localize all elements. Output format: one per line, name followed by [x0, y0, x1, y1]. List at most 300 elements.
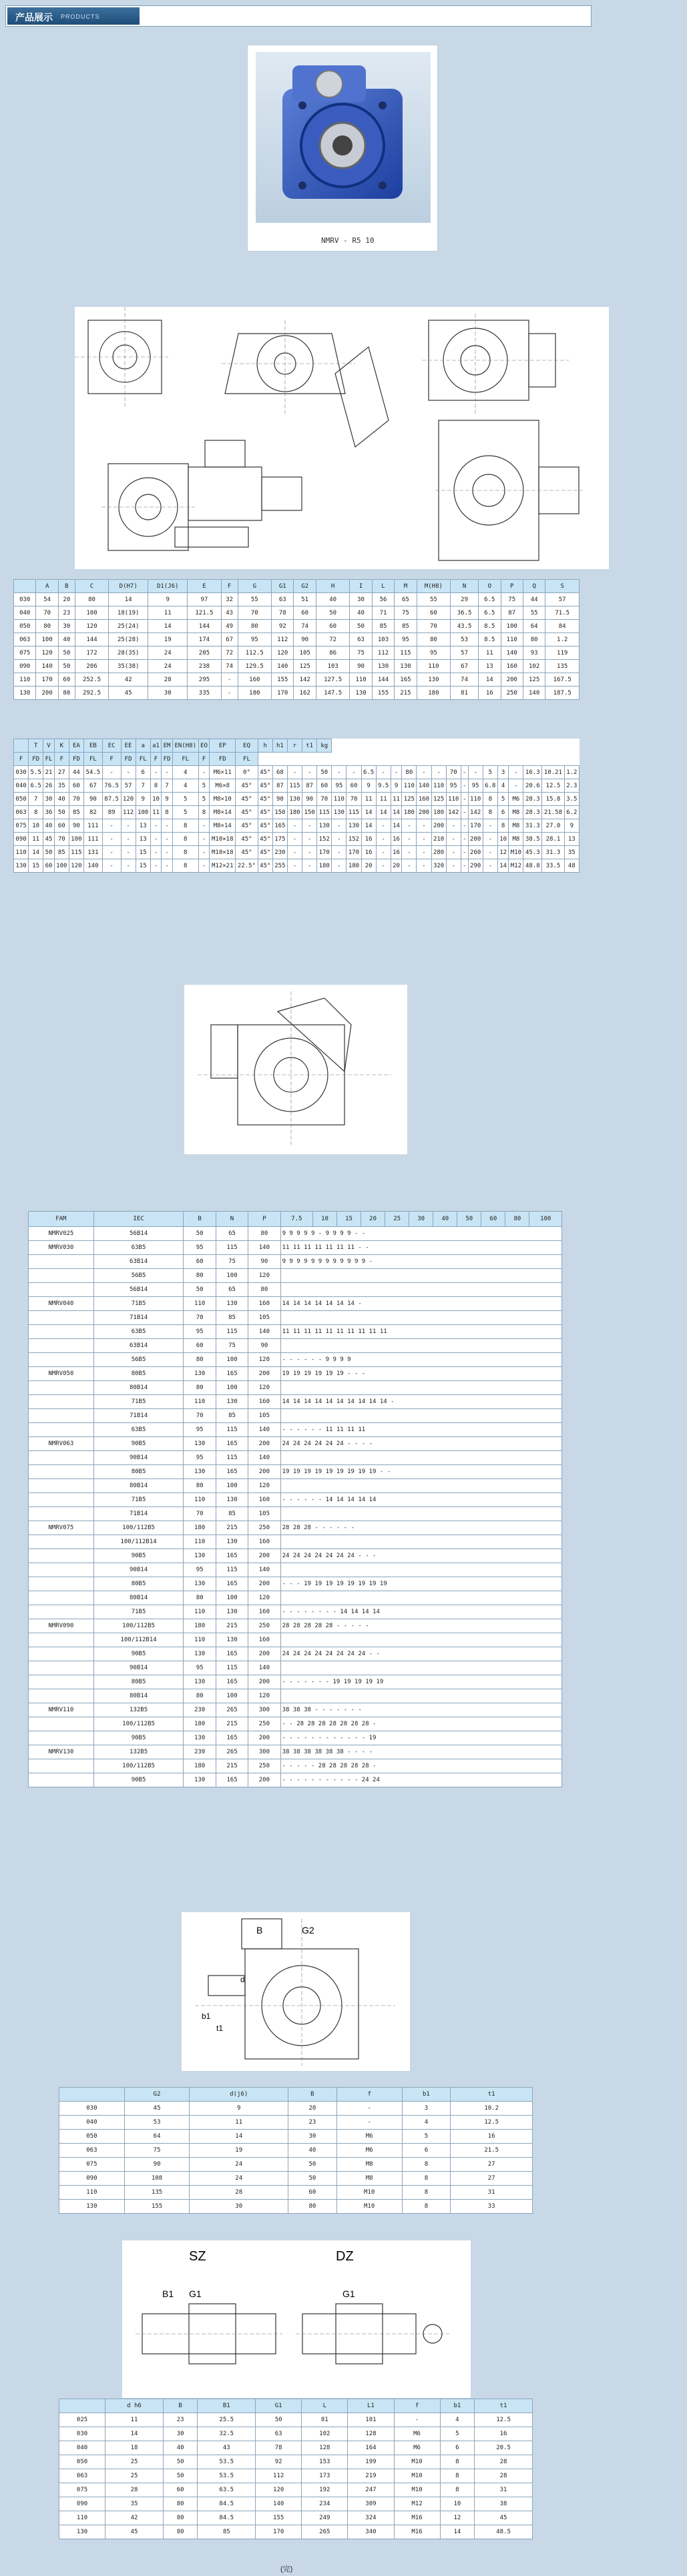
- table-row: [29, 1311, 562, 1325]
- t2-cell: 120: [121, 793, 136, 806]
- table-row: [14, 766, 580, 779]
- table-row: [29, 1521, 562, 1535]
- t2-cell: 2.3: [564, 779, 579, 793]
- t3-cell: 250: [248, 1619, 280, 1633]
- t3-cell: 130: [184, 1647, 216, 1661]
- t5-cell: 309: [348, 2497, 394, 2511]
- table-row: [29, 1255, 562, 1269]
- t4-cell: 4: [402, 2116, 451, 2130]
- t5-cell: 40: [163, 2441, 198, 2455]
- t2-cell: -: [302, 859, 317, 873]
- t3-ratio-cell: [280, 1339, 561, 1353]
- t5-cell: 120: [256, 2483, 302, 2497]
- t3-cell: 130: [184, 1549, 216, 1563]
- t3-cell: 63B5: [93, 1325, 184, 1339]
- t1-header-cell: I: [350, 580, 372, 593]
- t4-cell: 050: [59, 2130, 125, 2144]
- t2-cell: 13: [136, 833, 150, 846]
- t1-cell: 80: [523, 633, 545, 647]
- t2-cell: 45°: [258, 766, 272, 779]
- t4-cell: 9: [190, 2102, 288, 2116]
- t3-ratio-cell: 9 9 9 9 9 - 9 9 9 9 - -: [280, 1227, 561, 1241]
- t2-cell: 200: [468, 833, 483, 846]
- t3-cell: 130: [216, 1633, 248, 1647]
- t1-cell: 142: [294, 673, 316, 687]
- t1-cell: 30: [350, 593, 372, 606]
- t3-ratio-cell: 24 24 24 24 24 24 - - - -: [280, 1437, 561, 1451]
- t4-cell: M10: [336, 2186, 402, 2200]
- t5-cell: 92: [256, 2455, 302, 2469]
- t2-cell: 45°: [258, 833, 272, 846]
- t2-cell: 21: [43, 766, 54, 779]
- t3-cell: 200: [248, 1675, 280, 1689]
- t2-cell: 45.3: [523, 846, 542, 859]
- t2-cell: -: [162, 766, 172, 779]
- t2-cell: -: [332, 819, 347, 833]
- t5-header-cell: L1: [348, 2399, 394, 2413]
- t2-cell: -: [376, 859, 391, 873]
- t3-header-cell: 30: [409, 1212, 433, 1227]
- table-row: [59, 2102, 533, 2116]
- t2-cell: -: [198, 833, 209, 846]
- t5-cell: 8: [440, 2469, 475, 2483]
- t2-header-row: [14, 739, 580, 753]
- t2-cell: -: [102, 766, 121, 779]
- t2-sub-cell: FL: [83, 753, 102, 766]
- t2-cell: -: [376, 766, 391, 779]
- t3-cell: [29, 1605, 94, 1619]
- t3-cell: 90B14: [93, 1451, 184, 1465]
- flange-table: [13, 739, 580, 873]
- table-row: [29, 1731, 562, 1745]
- t2-cell: -: [417, 859, 431, 873]
- table-row: [59, 2413, 533, 2427]
- t1-cell: 100: [36, 633, 58, 647]
- t2-cell: M12: [509, 859, 523, 873]
- t5-cell: 4: [440, 2413, 475, 2427]
- t4-cell: 20: [288, 2102, 336, 2116]
- t3-header-cell: IEC: [93, 1212, 184, 1227]
- t1-cell: 57: [451, 647, 479, 660]
- t3-cell: 140: [248, 1661, 280, 1675]
- t2-cell: M8: [509, 819, 523, 833]
- t4-cell: 24: [190, 2172, 288, 2186]
- t2-cell: -: [446, 819, 461, 833]
- table-row: [29, 1465, 562, 1479]
- table-row: [14, 779, 580, 793]
- t3-cell: 200: [248, 1731, 280, 1745]
- t3-ratio-cell: 11 11 11 11 11 11 11 - -: [280, 1241, 561, 1255]
- t3-cell: 60: [184, 1339, 216, 1353]
- t5-header-cell: f: [394, 2399, 440, 2413]
- t1-header-cell: S: [545, 580, 580, 593]
- table-row: [14, 633, 580, 647]
- t2-cell: 14: [29, 846, 43, 859]
- t2-cell: 100: [136, 806, 150, 819]
- table-row: [59, 2200, 533, 2214]
- table-row: [29, 1241, 562, 1255]
- t3-ratio-cell: 24 24 24 24 24 24 24 - - -: [280, 1549, 561, 1563]
- t3-cell: 115: [216, 1563, 248, 1577]
- t2-cell: 68: [272, 766, 287, 779]
- t2-cell: 11: [29, 833, 43, 846]
- t2-cell: 85: [54, 846, 69, 859]
- t3-cell: NMRV090: [29, 1619, 94, 1633]
- t2-cell: -: [287, 766, 302, 779]
- t2-cell: -: [102, 846, 121, 859]
- t3-ratio-cell: 14 14 14 14 14 14 14 14 14 14 -: [280, 1395, 561, 1409]
- t2-cell: -: [402, 819, 417, 833]
- t2-cell: -: [402, 833, 417, 846]
- t2-cell: -: [302, 833, 317, 846]
- flange-drawing-svg: [184, 985, 407, 1154]
- t2-cell: 100: [54, 859, 69, 873]
- t1-cell: 80: [238, 620, 271, 633]
- t1-cell: 14: [109, 593, 148, 606]
- t3-cell: 63B5: [93, 1241, 184, 1255]
- t2-cell: -: [121, 766, 136, 779]
- t4-cell: 30: [288, 2130, 336, 2144]
- t1-cell: 92: [272, 620, 294, 633]
- t2-cell: 255: [272, 859, 287, 873]
- t4-cell: 90: [124, 2158, 190, 2172]
- t2-cell: -: [198, 846, 209, 859]
- t2-cell: 111: [83, 833, 102, 846]
- t3-ratio-cell: 11 11 11 11 11 11 11 11 11 11: [280, 1325, 561, 1339]
- t1-cell: 50: [58, 660, 75, 673]
- t3-cell: 110: [184, 1297, 216, 1311]
- t4-cell: 60: [288, 2186, 336, 2200]
- table-row: [29, 1633, 562, 1647]
- t2-cell: 8: [483, 806, 497, 819]
- t3-cell: 130: [184, 1437, 216, 1451]
- t1-cell: 60: [58, 673, 75, 687]
- t5-cell: 80: [163, 2511, 198, 2525]
- t3-cell: 80B5: [93, 1577, 184, 1591]
- t3-cell: 180: [184, 1717, 216, 1731]
- t2-cell: 70: [446, 766, 461, 779]
- t4-cell: 75: [124, 2144, 190, 2158]
- t3-cell: 132B5: [93, 1703, 184, 1717]
- t2-sub-cell: F: [150, 753, 161, 766]
- table-row: [14, 793, 580, 806]
- t3-cell: 130: [216, 1493, 248, 1507]
- t1-cell: 51: [294, 593, 316, 606]
- t1-cell: 100: [75, 606, 108, 620]
- t4-header-cell: B: [288, 2088, 336, 2102]
- table-row: [59, 2130, 533, 2144]
- t3-ratio-cell: [280, 1535, 561, 1549]
- t1-cell: 130: [395, 660, 417, 673]
- t2-sub-row: [14, 753, 580, 766]
- t5-cell: 173: [302, 2469, 348, 2483]
- t1-cell: 75: [350, 647, 372, 660]
- t2-cell: 89: [102, 806, 121, 819]
- t3-header-cell: 60: [481, 1212, 505, 1227]
- table-row: [14, 687, 580, 700]
- dimension-table-1: [13, 579, 580, 700]
- t2-sub-cell: FD: [121, 753, 136, 766]
- t3-cell: 80B14: [93, 1689, 184, 1703]
- t3-ratio-cell: 19 19 19 19 19 19 19 19 19 - -: [280, 1465, 561, 1479]
- t1-cell: 160: [501, 660, 523, 673]
- t3-cell: 250: [248, 1759, 280, 1773]
- t1-cell: 63: [272, 593, 294, 606]
- table-row: [59, 2497, 533, 2511]
- t1-cell: 112: [372, 647, 394, 660]
- table-row: [29, 1745, 562, 1759]
- t2-sub-cell: FL: [172, 753, 198, 766]
- t2-cell: 075: [14, 819, 29, 833]
- t2-cell: 95: [468, 779, 483, 793]
- t2-cell: 130: [332, 806, 347, 819]
- t1-cell: 11: [148, 606, 188, 620]
- t5-cell: 28: [105, 2483, 164, 2497]
- t2-cell: 10.21: [542, 766, 564, 779]
- t3-cell: 63B14: [93, 1255, 184, 1269]
- t1-cell: 80: [58, 687, 75, 700]
- t2-cell: 170: [468, 819, 483, 833]
- t2-cell: -: [198, 859, 209, 873]
- t2-sub-cell: FD: [162, 753, 172, 766]
- t4-cell: 110: [59, 2186, 125, 2200]
- t2-cell: M10: [509, 846, 523, 859]
- t3-ratio-cell: 28 28 28 28 28 - - - - -: [280, 1619, 561, 1633]
- t2-group-cell: h1: [272, 739, 287, 753]
- t2-cell: -: [121, 859, 136, 873]
- t5-cell: 45: [475, 2511, 533, 2525]
- table-row: [29, 1381, 562, 1395]
- t1-cell: 140: [272, 660, 294, 673]
- t3-cell: 180: [184, 1759, 216, 1773]
- t1-cell: 87: [501, 606, 523, 620]
- t4-cell: 27: [451, 2158, 533, 2172]
- t1-cell: 170: [36, 673, 58, 687]
- technical-drawing-svg: [75, 307, 609, 569]
- t4-cell: 14: [190, 2130, 288, 2144]
- t2-cell: 5: [172, 806, 198, 819]
- t2-cell: 5: [198, 793, 209, 806]
- table-row: [29, 1717, 562, 1731]
- t5-cell: 53.5: [198, 2469, 256, 2483]
- label-b1-left: B1: [162, 2288, 174, 2299]
- t1-cell: 16: [479, 687, 501, 700]
- header-subtitle: PRODUCTS: [61, 13, 100, 20]
- t2-cell: 5.5: [29, 766, 43, 779]
- t3-cell: 71B5: [93, 1493, 184, 1507]
- t4-header-row: [59, 2088, 533, 2102]
- t3-cell: 120: [248, 1353, 280, 1367]
- t3-header-cell: 40: [433, 1212, 457, 1227]
- t1-cell: 180: [417, 687, 450, 700]
- t3-header-cell: 20: [361, 1212, 385, 1227]
- t2-cell: 50: [43, 846, 54, 859]
- t2-cell: 87: [272, 779, 287, 793]
- t5-cell: 025: [59, 2413, 105, 2427]
- table-row: [59, 2116, 533, 2130]
- t2-cell: 87: [302, 779, 317, 793]
- t1-cell: 155: [272, 673, 294, 687]
- t5-header-cell: t1: [475, 2399, 533, 2413]
- t3-cell: 85: [216, 1311, 248, 1325]
- t2-cell: 5: [172, 793, 198, 806]
- t3-header-cell: 10: [312, 1212, 336, 1227]
- t2-group-cell: EO: [198, 739, 209, 753]
- t3-cell: 71B14: [93, 1311, 184, 1325]
- t2-cell: -: [461, 846, 468, 859]
- t1-cell: 063: [14, 633, 36, 647]
- t2-cell: -: [150, 833, 161, 846]
- t2-cell: -: [446, 846, 461, 859]
- t2-cell: -: [461, 859, 468, 873]
- t1-cell: 70: [238, 606, 271, 620]
- t4-cell: 6: [402, 2144, 451, 2158]
- t2-cell: -: [150, 846, 161, 859]
- t2-cell: 28.3: [523, 806, 542, 819]
- t2-cell: -: [461, 779, 468, 793]
- t2-group-cell: EQ: [236, 739, 258, 753]
- t2-cell: 67: [83, 779, 102, 793]
- t2-cell: 35: [564, 846, 579, 859]
- t2-cell: -: [162, 833, 172, 846]
- t3-cell: 130: [216, 1297, 248, 1311]
- t1-cell: 60: [294, 606, 316, 620]
- t2-cell: 12: [497, 846, 508, 859]
- t3-cell: 100/112B14: [93, 1535, 184, 1549]
- t5-cell: 050: [59, 2455, 105, 2469]
- t5-cell: 30: [163, 2427, 198, 2441]
- t1-cell: 30: [148, 687, 188, 700]
- t3-cell: 71B14: [93, 1507, 184, 1521]
- t2-cell: 180: [317, 859, 332, 873]
- t3-cell: 160: [248, 1493, 280, 1507]
- t2-cell: 110: [402, 779, 417, 793]
- t1-cell: 85: [372, 620, 394, 633]
- t2-cell: 115: [317, 806, 332, 819]
- t5-cell: 14: [440, 2525, 475, 2539]
- t5-cell: 340: [348, 2525, 394, 2539]
- t2-cell: 14: [391, 806, 401, 819]
- t1-cell: 127.5: [316, 673, 349, 687]
- t1-cell: 215: [395, 687, 417, 700]
- t3-cell: 75: [216, 1339, 248, 1353]
- t3-cell: 180: [184, 1521, 216, 1535]
- t2-cell: -: [302, 846, 317, 859]
- t3-cell: 90B5: [93, 1647, 184, 1661]
- t3-header-row: [29, 1212, 562, 1227]
- t1-cell: 110: [14, 673, 36, 687]
- t4-header-cell: t1: [451, 2088, 533, 2102]
- t1-cell: 55: [523, 606, 545, 620]
- table-row: [29, 1479, 562, 1493]
- t4-cell: 108: [124, 2172, 190, 2186]
- t3-cell: [29, 1549, 94, 1563]
- t2-cell: 142: [468, 806, 483, 819]
- t4-cell: 8: [402, 2200, 451, 2214]
- t2-cell: 9: [162, 793, 172, 806]
- t4-cell: 80: [288, 2200, 336, 2214]
- t2-cell: 200: [431, 819, 446, 833]
- t3-cell: 80B5: [93, 1675, 184, 1689]
- t1-cell: 50: [316, 606, 349, 620]
- table-row: [29, 1563, 562, 1577]
- header-title: 产品展示: [15, 12, 53, 23]
- t2-cell: -: [468, 766, 483, 779]
- t3-cell: 100: [216, 1353, 248, 1367]
- t1-cell: 130: [14, 687, 36, 700]
- t1-cell: 14: [148, 620, 188, 633]
- t1-cell: 187.5: [545, 687, 580, 700]
- t3-cell: 200: [248, 1367, 280, 1381]
- t5-cell: 12.5: [475, 2413, 533, 2427]
- t1-cell: 112: [272, 633, 294, 647]
- t4-cell: 11: [190, 2116, 288, 2130]
- t5-cell: 25: [105, 2455, 164, 2469]
- t3-cell: 71B5: [93, 1605, 184, 1619]
- t1-cell: 80: [417, 633, 450, 647]
- t1-cell: 97: [188, 593, 221, 606]
- t3-cell: 80B5: [93, 1367, 184, 1381]
- t1-cell: 50: [350, 620, 372, 633]
- t2-cell: 33.5: [542, 859, 564, 873]
- t1-cell: 238: [188, 660, 221, 673]
- t5-cell: 8: [440, 2455, 475, 2469]
- table-row: [29, 1591, 562, 1605]
- table-row: [29, 1577, 562, 1591]
- t3-ratio-cell: [280, 1689, 561, 1703]
- t3-cell: 132B5: [93, 1745, 184, 1759]
- t1-cell: 81: [451, 687, 479, 700]
- t2-cell: 31.3: [523, 819, 542, 833]
- t1-cell: 55: [238, 593, 271, 606]
- t4-cell: 040: [59, 2116, 125, 2130]
- t5-cell: 090: [59, 2497, 105, 2511]
- t2-cell: 14: [391, 819, 401, 833]
- t5-cell: 80: [163, 2525, 198, 2539]
- t1-cell: 28: [148, 673, 188, 687]
- table-row: [29, 1227, 562, 1241]
- t1-cell: 292.5: [75, 687, 108, 700]
- t2-cell: 76.5: [102, 779, 121, 793]
- table-row: [14, 620, 580, 633]
- t5-cell: 23: [163, 2413, 198, 2427]
- t2-cell: 110: [446, 793, 461, 806]
- t1-cell: 252.5: [75, 673, 108, 687]
- t5-cell: M10: [394, 2483, 440, 2497]
- t2-cell: 040: [14, 779, 29, 793]
- t2-cell: 130: [347, 819, 361, 833]
- table-row: [59, 2186, 533, 2200]
- t2-cell: -: [483, 859, 497, 873]
- t3-cell: 80: [184, 1269, 216, 1283]
- table-row: [29, 1451, 562, 1465]
- t5-cell: 20.5: [475, 2441, 533, 2455]
- table-row: [14, 647, 580, 660]
- t5-cell: 234: [302, 2497, 348, 2511]
- t4-cell: 40: [288, 2144, 336, 2158]
- t3-ratio-cell: - - - - - - - - - - - 24 24: [280, 1773, 561, 1787]
- t1-header-cell: A: [36, 580, 58, 593]
- t2-group-cell: kg: [317, 739, 332, 753]
- t1-cell: 60: [417, 606, 450, 620]
- t1-cell: 200: [36, 687, 58, 700]
- t2-cell: 60: [347, 779, 361, 793]
- t3-ratio-cell: - - - - - - 14 14 14 14 14: [280, 1493, 561, 1507]
- t3-cell: 75: [216, 1255, 248, 1269]
- t2-cell: 10: [29, 819, 43, 833]
- t3-cell: 120: [248, 1479, 280, 1493]
- t3-cell: 300: [248, 1745, 280, 1759]
